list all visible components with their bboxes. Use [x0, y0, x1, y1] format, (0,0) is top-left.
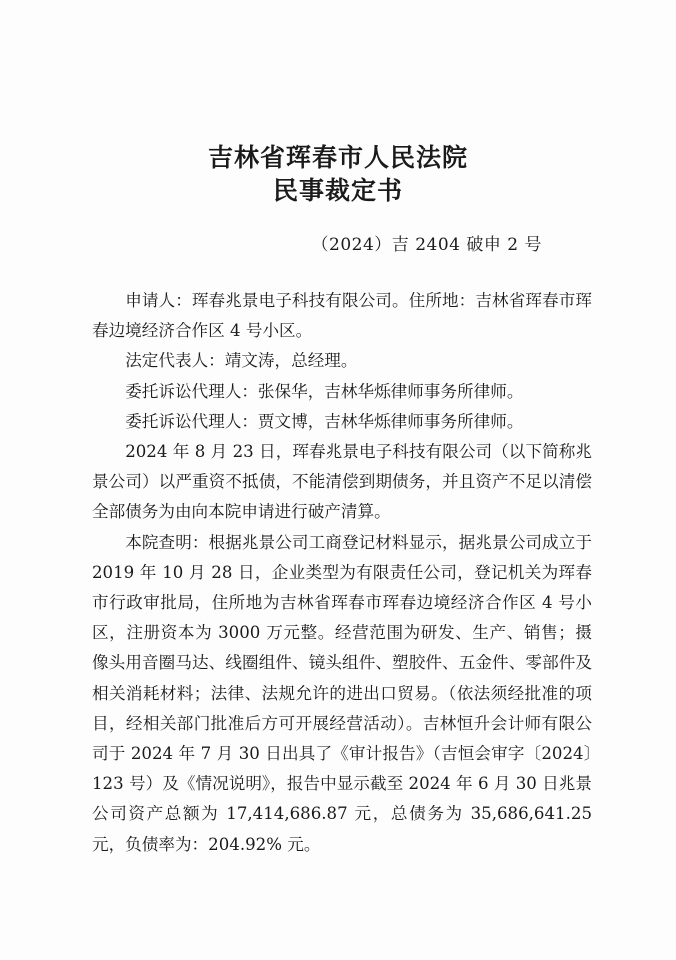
document-body [92, 286, 592, 860]
application-paragraph: 2024 年 8 月 23 日，珲春兆景电子科技有限公司（以下简称兆景公司）以严重资不抵债，不能清偿到期债务，并且资产不足以清偿全部债务为由向本院申请进行破产清算。 [92, 442, 592, 522]
case-number: （2024）吉 2404 破申 2 号 [311, 235, 542, 255]
agent-paragraph-2: 委托诉讼代理人：贾文博，吉林华烁律师事务所律师。 [125, 411, 524, 431]
document-type-title: 民事裁定书 [272, 176, 403, 205]
court-name-title: 吉林省珲春市人民法院 [207, 143, 468, 172]
findings-paragraph: 本院查明：根据兆景公司工商登记材料显示，据兆景公司成立于 2019 年 10 月 28 日，企业类型为有限责任公司，登记机关为珲春市行政审批局，住所地为吉林省珲春市珲春边境经济合作区 4 号小区，注册资本为 3000 万元整。经营范围为研发、生产、销售；摄像头用音圈马达、线圈组件、镜头组件、塑胶件、五金件、零部件及相关消耗材料；法律、法规允许的进出口贸易。（依法须经批准的项目，经相关部门批准后方可开展经营活动）。吉林恒升会计师有限公司于 2024 年 7 月 30 日出具了《审计报告》（吉恒会审字〔2024〕123 号）及《情况说明》，报告中显示截至 2024 年 6 月 30 日兆景公司资产总额为 17,414,686.87 元，总债务为 35,686,641.25 元，负债率为：204.92% 元。 [92, 532, 592, 854]
legal-representative-paragraph: 法定代表人：靖文涛，总经理。 [125, 351, 358, 371]
agent-paragraph-1: 委托诉讼代理人：张保华，吉林华烁律师事务所律师。 [125, 381, 524, 401]
applicant-paragraph: 申请人：珲春兆景电子科技有限公司。住所地：吉林省珲春市珲春边境经济合作区 4 号小区。 [92, 291, 592, 341]
